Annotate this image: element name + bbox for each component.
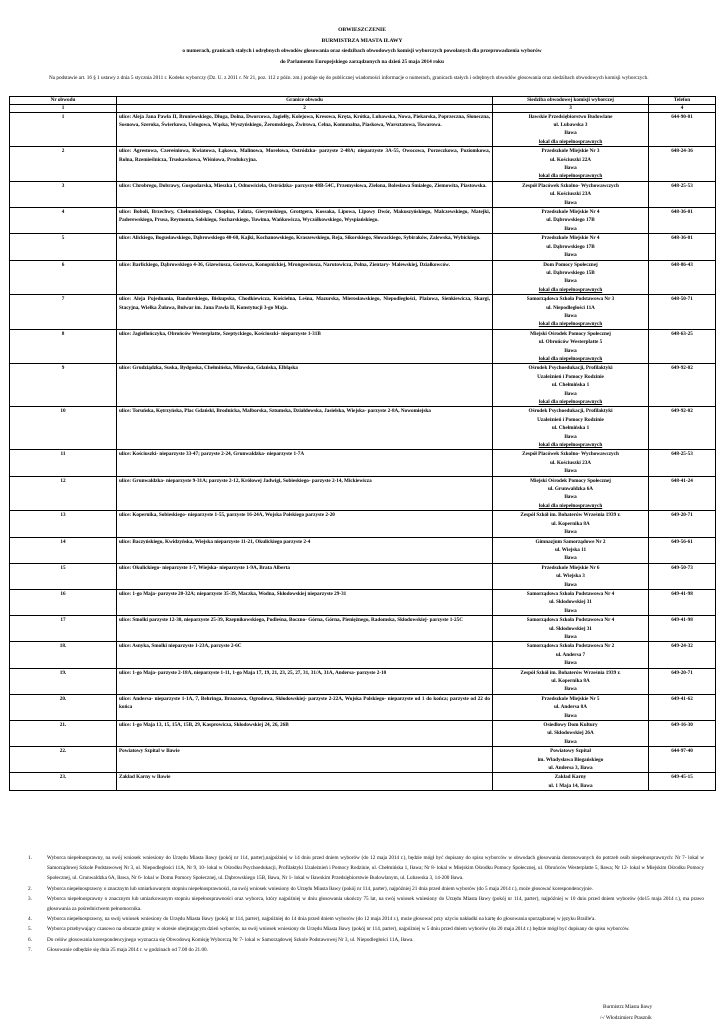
seat-line: ul. Skłodowskiej 31 [549, 599, 592, 606]
seat-line: ul. Chełmińska 1 [551, 382, 590, 389]
table-row [10, 450, 716, 476]
commission-seat [493, 112, 649, 147]
signature-name: /-/ Włodzimierz Ptasznik [600, 1015, 652, 1021]
table-row [10, 364, 716, 407]
commission-seat [493, 208, 649, 234]
seat-line: ul. Skłodowskiej 26A [547, 730, 594, 737]
seat-line: ul. Grunwaldzka 6A [547, 486, 594, 493]
seat-line: ul. Kościuszki 22A [549, 156, 592, 163]
footnote-text: Wyborca niepełnosprawny, na swój wniosek wniesiony do Urzędu Miasta Iławy (pokój nr 114, parter), najpóźniej do 14 dnia przed dniem wyborów (do 12 maja 2014 r.), może głosować przy użyciu nakładki na kartę do głosowania sporządzonej w języku Braille'a. [47, 916, 596, 923]
commission-seat [493, 563, 649, 589]
seat-line: Iława [564, 660, 577, 667]
seat-line: Gimnazjum Samorządowe Nr 2 [535, 538, 606, 545]
seat-line: Samorządowa Szkoła Podstawowa Nr 4 [526, 617, 615, 624]
district-boundaries: ulice: Grunwaldzka- nieparzyste 9-31A; parzyste 2-12, Królowej Jadwigi, Sobieskiego- parzyste 2-14, Mickiewicza [117, 476, 493, 511]
seat-line: Miejski Ośrodek Pomocy Społecznej [530, 330, 611, 337]
table-row [10, 181, 716, 207]
seat-line: ul. Wiejska 11 [554, 546, 587, 553]
table-row [10, 260, 716, 295]
district-boundaries: Zakład Karny w Iławie [117, 773, 493, 791]
district-boundaries: ulice: Kościuszki- nieparzyste 33-47; parzyste 2-24, Grunwaldzka- nieparzyste 1-7A [117, 450, 493, 476]
seat-line: Samorządowa Szkoła Podstawowa Nr 3 [526, 296, 615, 303]
district-number: 21. [10, 721, 117, 747]
district-boundaries: ulice: Aleja Pojednania, Bandurskiego, Biskupska, Chodkiewicza, Kościelna, Leśna, Mazurska, Mierosławskiego, Niepodległości, Plażowa, Sienkiewicza, Skargi, Stacyjna, Wielka Żuława, Bulwar im. Jana Pawła II, Konstytucji 3-go Maja. [117, 295, 493, 330]
footnote-number: 2. [28, 885, 32, 892]
intro-paragraph: Na podstawie art. 16 § 1 ustawy z dnia 5 stycznia 2011 r. Kodeks wyborczy (Dz. U. z 2011 r. Nr 21, poz. 112 z późn. zm.) podaje się do publicznej wiadomości informacje o numerach, granicach stałych i odrębnych obwodów głosowania oraz siedzibach obwodowych komisji wyborczych. [49, 75, 649, 81]
seat-line: Ośrodek Psychoedukacji, Profilaktyki [528, 408, 613, 415]
district-number: 22. [10, 747, 117, 773]
footnotes [28, 853, 704, 955]
commission-seat [493, 147, 649, 182]
footnote-item [28, 935, 704, 945]
district-number: 4 [10, 208, 117, 234]
seat-line: Iławskie Przedsiębiorstwo Budowlane [528, 113, 613, 120]
phone-number: 644-90-01 [649, 112, 716, 147]
accessible-note: lokal dla niepełnosprawnych [538, 399, 603, 405]
table-row [10, 616, 716, 642]
doc-title: OBWIESZCZENIE [338, 27, 386, 33]
seat-line: Iława [564, 738, 577, 745]
footnote-text: Wyborca niepełnosprawny, na swój wniosek wniesiony do Urzędu Miasta Iławy (pokój nr 114, parter),najpóźniej w 14 dniu przed dniem wyborów (do 12 maja 2014 r.), będzie mógł być dopisany do spisu wyborców w obwodach głosowania dostosowanych do potrzeb osób niepełnosprawnych: Nr 7- lokal w Samorządowej Szkole Podstawowej Nr 3, ul. Niepodległości 11A, Nr 9, 10- lokal w Ośrodku Psychoedukacji, Profilaktyki Uzależnień i Pomocy Rodzinie, ul. Chełmińska 1, Iława; Nr 8- lokal w Miejskim Ośrodku Pomocy Społecznej, ul. Obrońców Westerplatte 5, Iława; Nr 12- lokal w Miejskim Ośrodku Pomocy Społecznej, ul. Grunwaldzka 6A, Iława, Nr 6- lokal w Domu Pomocy Społecznej, ul. Dąbrowskiego 15B, Iława, Nr 1- lokal w Iławskim Przedsiębiorstwie Budowlanym, ul. Lubawska 3, 14-200 Iława. [47, 855, 704, 882]
seat-line: Zakład Karny [554, 774, 587, 781]
phone-number: 649-92-02 [649, 364, 716, 407]
table-row [10, 234, 716, 260]
phone-number: 648-50-71 [649, 295, 716, 330]
col-header-seat: Siedziba obwodowej komisji wyborczej [493, 97, 649, 105]
seat-line: ul. Kościuszki 23A [549, 191, 592, 198]
seat-line: ul. Dąbrowskiego 17B [546, 217, 595, 224]
district-number: 12 [10, 476, 117, 511]
commission-seat [493, 668, 649, 694]
commission-seat [493, 773, 649, 791]
phone-number: 649-16-30 [649, 721, 716, 747]
footnote-text: Wyborca niepełnosprawny o znacznym lub umiarkowanym stopniu niepełnosprawności, na swój wniosek wniesiony do Urzędu Miasta Iławy (pokój nr 114, parter), najpóźniej 21 dnia przed dniem wyborów (do 5 maja 2014 r.), może głosować korespondencyjnie. [47, 885, 593, 892]
accessible-note: lokal dla niepełnosprawnych [538, 286, 603, 293]
phone-number: 649-56-61 [649, 537, 716, 563]
phone-number: 649-20-71 [649, 668, 716, 694]
seat-line: im. Władysława Biegańskiego [537, 756, 604, 763]
table-number-row [10, 104, 716, 112]
table-row [10, 642, 716, 668]
district-number: 19. [10, 668, 117, 694]
phone-number: 649-45-15 [649, 773, 716, 791]
footnote-number: 7. [28, 946, 32, 953]
phone-number: 649-41-98 [649, 589, 716, 615]
seat-line: Zespół Placówek Szkolno- Wychowawczych [522, 182, 619, 189]
phone-number: 649-24-32 [649, 642, 716, 668]
col-header-number: Nr obwodu [10, 97, 117, 105]
seat-line: Iława [564, 581, 577, 588]
seat-line: Przedszkole Miejskie Nr 4 [541, 209, 600, 216]
seat-line: ul. Wiejska 3 [556, 573, 585, 580]
footnote-item [28, 914, 704, 924]
district-number: 1 [10, 112, 117, 147]
footnote-item [28, 945, 704, 955]
seat-line: Przedszkole Miejskie Nr 6 [541, 564, 600, 571]
district-boundaries: ulice: Toruńska, Kętrzyńska, Plac Gdański, Brodnicka, Malborska, Sztumska, Działdowska, Jasielska, Wiejska- parzyste 2-8A, Nowomiejska [117, 407, 493, 450]
seat-line: Ośrodek Psychoedukacji, Profilaktyki [528, 365, 613, 372]
seat-line: Iława [564, 130, 577, 137]
seat-line: ul. Skłodowskiej 31 [549, 625, 592, 632]
accessible-note: lokal dla niepełnosprawnych [538, 442, 603, 449]
table-row [10, 476, 716, 511]
accessible-note: lokal dla niepełnosprawnych [538, 355, 603, 362]
seat-line: Iława [564, 712, 577, 719]
seat-line: ul. Obrońców Westerplatte 5 [538, 339, 603, 346]
seat-line: Iława [564, 252, 577, 259]
signature-title: Burmistrz Miasta Iławy [603, 1004, 653, 1010]
district-boundaries: ulice: Alickiego, Bogusławskiego, Dąbrowskiego 40-60, Kajki, Kochanowskiego, Kraszewskiego, Reja, Sikorskiego, Słowackiego, Sybiraków, Zalewska, Wybickiego. [117, 234, 493, 260]
phone-number: 648-25-53 [649, 450, 716, 476]
table-row [10, 511, 716, 537]
seat-line: Iława [564, 347, 577, 354]
commission-seat [493, 537, 649, 563]
seat-line: Zespół Szkół im. Bohaterów Września 1939 r. [520, 669, 621, 676]
district-boundaries: ulice: Okulickiego- nieparzyste 1-7, Wiejska- nieparzyste 1-9A, Brata Alberta [117, 563, 493, 589]
seat-line: ul. Lubawska 3 [553, 122, 588, 128]
district-number: 18. [10, 642, 117, 668]
table-row [10, 208, 716, 234]
seat-line: Iława [564, 225, 577, 232]
accessible-note: lokal dla niepełnosprawnych [538, 138, 603, 145]
footnote-number: 1. [28, 855, 32, 861]
phone-number: 644-97-40 [649, 747, 716, 773]
seat-line: ul. Kopernika 8A [551, 678, 590, 684]
table-row [10, 537, 716, 563]
district-boundaries: ulice: Barlickiego, Dąbrowskiego 4-36, Gizewiusza, Gotowca, Konopnickiej, Mrongowiusza, Narutowicza, Polna, Zientary- Malewskiej, Działkowców. [117, 260, 493, 295]
seat-line: Przedszkole Miejskie Nr 5 [541, 695, 600, 702]
commission-seat [493, 181, 649, 207]
seat-line: ul. Dąbrowskiego 17B [546, 243, 595, 250]
table-row [10, 147, 716, 182]
col-header-boundaries: Granice obwodu [117, 97, 493, 105]
district-number: 6 [10, 260, 117, 295]
table-row [10, 773, 716, 791]
table-row [10, 668, 716, 694]
commission-seat [493, 642, 649, 668]
phone-number: 649-41-62 [649, 694, 716, 720]
district-number: 7 [10, 295, 117, 330]
phone-number: 648-86-43 [649, 260, 716, 295]
seat-line: Zespół Szkół im. Bohaterów Września 1939 r. [520, 512, 621, 519]
district-number: 3 [10, 181, 117, 207]
table-row [10, 721, 716, 747]
district-number: 9 [10, 364, 117, 407]
table-row [10, 295, 716, 330]
seat-line: ul. Chełmińska 1 [551, 425, 590, 432]
accessible-note: lokal dla niepełnosprawnych [538, 502, 603, 509]
district-boundaries: ulice: Asnyka, Smolki nieparzyste 1-23A, parzyste 2-6C [117, 642, 493, 668]
seat-line: ul. 1 Maja 14, Iława [548, 782, 593, 789]
commission-seat [493, 450, 649, 476]
seat-line: ul. Andersa 8A [553, 704, 587, 711]
commission-seat [493, 364, 649, 407]
districts-table [9, 96, 716, 791]
district-number: 11 [10, 450, 117, 476]
doc-heading-line: o numerach, granicach stałych i odrębnych obwodów głosowania oraz siedzibach obwodowych komisji wyborczych powołanych dla przeprowadzenia wyborów [182, 48, 542, 54]
seat-line: Iława [564, 529, 577, 536]
commission-seat [493, 511, 649, 537]
seat-line: Iława [564, 686, 577, 693]
doc-heading-line-2: do Parlamentu Europejskiego zarządzonych na dzień 25 maja 2014 roku [280, 59, 444, 65]
seat-line: Iława [564, 468, 577, 475]
table-row [10, 563, 716, 589]
seat-line: ul. Andersa 3, Iława [548, 765, 593, 772]
seat-line: Iława [564, 433, 577, 440]
district-boundaries: ulice: 1-go Maja- parzyste 20-32A; nieparzyste 35-39, Maczka, Wodna, Skłodowskiej nieparzyste 29-31 [117, 589, 493, 615]
accessible-note: lokal dla niepełnosprawnych [538, 173, 603, 180]
phone-number: 648-36-01 [649, 208, 716, 234]
district-number: 2 [10, 147, 117, 182]
seat-line: Uzależnień i Pomocy Rodzinie [537, 416, 604, 423]
footnote-number: 6. [28, 936, 32, 943]
phone-number: 649-41-98 [649, 616, 716, 642]
seat-line: Iława [564, 165, 577, 172]
commission-seat [493, 260, 649, 295]
table-row [10, 407, 716, 450]
col-number: 3 [493, 104, 649, 112]
table-row [10, 329, 716, 364]
footnote-number: 5. [28, 926, 32, 933]
seat-line: ul. Dąbrowskiego 15B [546, 269, 595, 276]
col-header-phone: Telefon [649, 97, 716, 105]
footnote-text: Do celów głosowania korespondencyjnego wyznacza się Obwodową Komisję Wyborczą Nr 7- lokal w Samorządowej Szkole Podstawowej Nr 3, ul. Niepodległości 11A, Iława. [47, 936, 414, 943]
district-boundaries: ulice: Kopernika, Sobieskiego- nieparzyste 1-55, parzyste 16-24A, Wojska Polskiego parzyste 2-20 [117, 511, 493, 537]
district-boundaries: ulice: Aleja Jana Pawła II, Broniewskiego, Długa, Dolna, Dworcowa, Jagiełły, Kolejowa, Kresowa, Kręta, Krótka, Lubawska, Nowa, Piekarska, Poprzeczna, Słoneczna, Sosnowa, Szeroka, Świerkowa, Usługowa, Wąska, Wyszyńskiego, Żeromskiego, Żwirowa, Celna, Komunalna, Piaskowa, Warsztatowa, Towarowa. [117, 112, 493, 147]
footnote-text: Wyborca przebywający czasowo na obszarze gminy w okresie obejmującym dzień wyborów, na swój wniosek wniesiony do Urzędu Miasta Iławy (pokój nr 114, parter), najpóźniej w 5 dniu przed dniem wyborów (do 20 maja 2014 r.) będzie mógł być dopisany do spisu wyborców. [47, 926, 630, 933]
phone-number: 649-20-71 [649, 511, 716, 537]
commission-seat [493, 329, 649, 364]
seat-line: Przedszkole Miejskie Nr 4 [541, 235, 600, 242]
seat-line: Iława [564, 278, 577, 285]
commission-seat [493, 694, 649, 720]
seat-line: Iława [564, 555, 577, 562]
phone-number: 648-36-01 [649, 234, 716, 260]
footnote-item [28, 924, 704, 934]
commission-seat [493, 721, 649, 747]
district-boundaries: ulice: 1-go Maja- parzyste 2-18A, nieparzyste 1-11, 1-go Maja 17, 19, 21, 23, 25, 27, 31, 31/A, 31A, Andersa- parzyste 2-10 [117, 668, 493, 694]
district-boundaries: ulice: Smolki parzyste 12-30, nieparzyste 25-39, Rzepnikowskiego, Podleśna, Boczno- Górna, Górna, Pieniężnego, Radomska, Skłodowskiej- parzyste 1-25C [117, 616, 493, 642]
table-row [10, 747, 716, 773]
seat-line: Iława [564, 494, 577, 501]
district-boundaries: ulice: Chrobrego, Dobrawy, Gospodarska, Mieszka I, Odnowiciela, Ostródzka- parzyste 48B-54C, Przemysłowa, Zielona, Bolesława Śmiałego, Ziemowita, Piastowska. [117, 181, 493, 207]
table-row [10, 112, 716, 147]
district-number: 13 [10, 511, 117, 537]
district-number: 17 [10, 616, 117, 642]
district-boundaries: ulice: 1-go Maja 13, 15, 15A, 15B, 29, Kasprowicza, Skłodowskiej 24, 26, 26B [117, 721, 493, 747]
phone-number: 648-63-25 [649, 329, 716, 364]
seat-line: Samorządowa Szkoła Podstawowa Nr 4 [526, 590, 615, 597]
table-row [10, 589, 716, 615]
district-number: 20. [10, 694, 117, 720]
seat-line: Uzależnień i Pomocy Rodzinie [537, 373, 604, 380]
seat-line: ul. Niepodległości 11A [546, 304, 595, 311]
district-number: 15 [10, 563, 117, 589]
footnote-number: 4. [28, 916, 32, 923]
seat-line: Osiedlowy Dom Kultury [543, 722, 598, 729]
seat-line: Iława [564, 607, 577, 614]
district-number: 10 [10, 407, 117, 450]
district-number: 14 [10, 537, 117, 563]
district-number: 16 [10, 589, 117, 615]
seat-line: Przedszkole Miejskie Nr 3 [541, 148, 600, 155]
district-boundaries: ulice: Baczyńskiego, Kwidzyńska, Wiejska nieparzyste 11-21, Okulickiego parzyste 2-4 [117, 537, 493, 563]
table-row [10, 694, 716, 720]
commission-seat [493, 476, 649, 511]
district-boundaries: ulice: Jagiellończyka, Obrońców Westerplatte, Szeptyckiego, Kościuszki- nieparzyste 1-31B [117, 329, 493, 364]
district-boundaries: ulice: Agrestowa, Czereśniowa, Kwiatowa, Łąkowa, Malinowa, Morelowa, Ostródzka- parzyste 2-48A; nieparzyste 3A-55, Owocowa, Porzeczkowa, Poziomkowa, Rolna, Rzemieślnicza, Truskawkowa, Wiśniowa, Produkcyjna. [117, 147, 493, 182]
district-boundaries: ulice: Boboli, Brzechwy, Chełmońskiego, Chopina, Fałata, Gierymskiego, Grottgera, Kossaka, Lipowa, Lipowy Dwór, Makuszyńskiego, Malczewskiego, Matejki, Paderewskiego, Prusa, Reymonta, Solskiego, Sucharskiego, Tuwima, Wańkowicza, Wyczółkowskiego, Wyspiańskiego. [117, 208, 493, 234]
footnote-text: Wyborca niepełnosprawny o znacznym lub umiarkowanym stopniu niepełnosprawności oraz wyborca, który najpóźniej w dniu głosowania ukończy 75 lat, na swój wniosek wniesiony do Urzędu Miasta Iławy (pokój nr 114, parter), najpóźniej w 10 dniu przed dniem wyborów (do15 maja 2014 r.), ma prawo głosowania za pośrednictwem pełnomocnika. [47, 895, 704, 913]
commission-seat [493, 616, 649, 642]
footnote-number: 3. [28, 895, 32, 902]
district-boundaries: Powiatowy Szpital w Iławie [117, 747, 493, 773]
footnote-item [28, 894, 704, 914]
footnote-item [28, 884, 704, 894]
accessible-note: lokal dla niepełnosprawnych [538, 321, 603, 328]
col-number: 1 [10, 104, 117, 112]
commission-seat [493, 407, 649, 450]
phone-number: 648-25-53 [649, 181, 716, 207]
seat-line: Iława [564, 390, 577, 397]
footnote-text: Głosowanie odbędzie się dnia 25 maja 2014 r. w godzinach od 7.00 do 21.00. [47, 946, 208, 953]
doc-subtitle: BURMISTRZA MIASTA IŁAWY [321, 38, 403, 44]
seat-line: ul. Kościuszki 23A [549, 459, 592, 466]
seat-line: Samorządowa Szkoła Podstawowa Nr 2 [526, 643, 615, 650]
commission-seat [493, 234, 649, 260]
district-number: 8 [10, 329, 117, 364]
seat-line: Iława [564, 312, 577, 319]
district-boundaries: ulice: Grudziądzka, Suska, Bydgoska, Chełmińska, Mławska, Gdańska, Elbląska [117, 364, 493, 407]
seat-line: ul. Kopernika 8A [551, 520, 590, 527]
col-number: 2 [117, 104, 493, 112]
seat-line: Dom Pomocy Społecznej [543, 261, 598, 268]
commission-seat [493, 747, 649, 773]
phone-number: 648-24-36 [649, 147, 716, 182]
commission-seat [493, 295, 649, 330]
phone-number: 649-92-02 [649, 407, 716, 450]
seat-line: Iława [564, 199, 577, 206]
district-boundaries: ulice: Andersa- nieparzyste 1-1A, 7, Behringa, Brzozowa, Ogrodowa, Skłodowskiej- parzyste 2-22A, Wojska Polskiego- nieparzyste od 1 do końca; parzyste od 22 do końca [117, 694, 493, 720]
seat-line: Miejski Ośrodek Pomocy Społecznej [530, 477, 611, 484]
district-number: 23. [10, 773, 117, 791]
col-number: 4 [649, 104, 716, 112]
seat-line: ul. Andersa 7 [555, 651, 586, 658]
table-header-row [10, 97, 716, 105]
phone-number: 648-41-24 [649, 476, 716, 511]
seat-line: Powiatowy Szpital [550, 748, 591, 755]
phone-number: 649-50-73 [649, 563, 716, 589]
district-number: 5 [10, 234, 117, 260]
footnote-item [28, 853, 704, 884]
seat-line: Iława [564, 633, 577, 640]
commission-seat [493, 589, 649, 615]
seat-line: Zespół Placówek Szkolno- Wychowawczych [522, 451, 619, 458]
